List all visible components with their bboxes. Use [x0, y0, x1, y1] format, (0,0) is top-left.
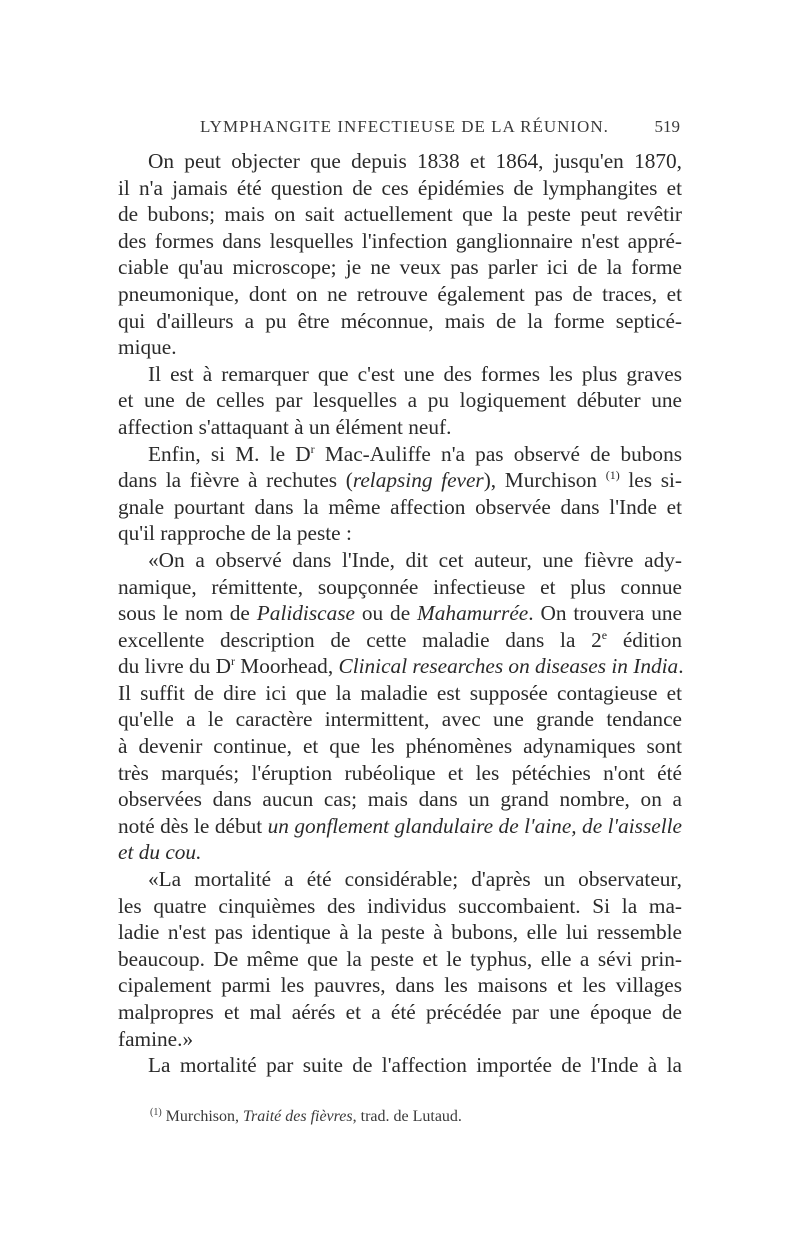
- footnote-ref: (1): [605, 468, 620, 483]
- italic-phrase: Clinical researches on diseases in India: [338, 654, 679, 679]
- page-number: 519: [654, 117, 680, 136]
- text-line: noté dès le début un gonflement glandulaire de l'aine, de l'aisselle: [118, 813, 682, 838]
- text-line: beaucoup. De même que la peste et le typhus, elle a sévi prin-: [118, 946, 682, 971]
- text-line: dans la fièvre à rechutes (relapsing fever), Murchison $^{(1)}$ les si-: [118, 468, 682, 493]
- text-line: qu'il rapproche de la peste :: [118, 521, 352, 546]
- text-line: les quatre cinquièmes des individus succombaient. Si la ma-: [118, 893, 682, 918]
- text-line: malpropres et mal aérés et a été précédée par une époque de: [118, 1000, 682, 1024]
- text-line: Il suffit de dire ici que la maladie est supposée contagieuse et: [118, 680, 682, 705]
- text-line: sous le nom de Palidiscase ou de Mahamurrée. On trouvera une: [118, 601, 682, 626]
- body-text: [118, 148, 682, 1079]
- footnote-author: Murchison,: [165, 1108, 243, 1125]
- italic-phrase: Palidiscase: [256, 601, 355, 626]
- text-line: ladie n'est pas identique à la peste à bubons, elle lui ressemble: [118, 920, 682, 945]
- text-line: de bubons; mais on sait actuellement que la peste peut revêtir: [118, 202, 682, 227]
- text-line: ciable qu'au microscope; je ne veux pas parler ici de la forme: [118, 255, 682, 280]
- text-line: excellente description de cette maladie dans la 2e édition: [118, 627, 682, 652]
- text-line: La mortalité par suite de l'affection importée de l'Inde à la: [148, 1053, 682, 1078]
- text-line: [118, 839, 682, 866]
- text-line: On peut objecter que depuis 1838 et 1864, jusqu'en 1870,: [148, 149, 682, 173]
- text-line: namique, rémittente, soupçonnée infectieuse et plus connue: [118, 574, 682, 599]
- italic-phrase: un gonflement glandulaire de l'aine, de l'aisselle: [267, 813, 682, 838]
- italic-phrase: relapsing fever: [352, 468, 484, 493]
- running-title: LYMPHANGITE INFECTIEUSE DE LA RÉUNION.: [200, 117, 609, 136]
- superscript: r: [310, 441, 315, 456]
- superscript: e: [601, 627, 608, 642]
- text-line: affection s'attaquant à un élément neuf.: [118, 414, 452, 439]
- footnote: [150, 1108, 670, 1126]
- text-line: et une de celles par lesquelles a pu logiquement débuter une: [118, 388, 682, 413]
- text-line: qu'elle a le caractère intermittent, avec une grande tendance: [118, 707, 682, 732]
- text-line: très marqués; l'éruption rubéolique et les pétéchies n'ont été: [118, 760, 682, 785]
- text-line: des formes dans lesquelles l'infection ganglionnaire n'est appré-: [118, 228, 682, 253]
- superscript: r: [230, 654, 235, 669]
- text-line: qui d'ailleurs a pu être méconnue, mais de la forme septicé-: [118, 308, 682, 333]
- text-line: il n'a jamais été question de ces épidémies de lymphangites et: [118, 175, 682, 200]
- footnote-marker: (1): [150, 1107, 162, 1118]
- text-line: Enfin, si M. le $D^r$ Mac-Auliffe n'a pas observé de bubons: [148, 441, 683, 466]
- text-line: cipalement parmi les pauvres, dans les maisons et les villages: [118, 973, 682, 998]
- text-line: observées dans aucun cas; mais dans un grand nombre, on a: [118, 787, 682, 812]
- text-line: Il est à remarquer que c'est une des formes les plus graves: [148, 361, 682, 386]
- text-line: «La mortalité a été considérable; d'après un observateur,: [148, 867, 682, 892]
- italic-phrase: Mahamurrée: [417, 601, 529, 626]
- text-line: mique.: [118, 335, 177, 360]
- italic-phrase: et du cou.: [118, 840, 202, 865]
- text-line: à devenir continue, et que les phénomènes adynamiques sont: [118, 734, 682, 759]
- text-line: pneumonique, dont on ne retrouve également pas de traces, et: [118, 281, 682, 306]
- text-line: du livre du $D^r$ Moorhead, Clinical researches on diseases in India.: [118, 654, 684, 679]
- footnote-rest: , trad. de Lutaud.: [352, 1108, 462, 1125]
- footnote-work: Traité des fièvres: [243, 1108, 353, 1125]
- text-line: famine.»: [118, 1026, 194, 1051]
- text-line: gnale pourtant dans la même affection observée dans l'Inde et: [118, 494, 682, 519]
- text-line: «On a observé dans l'Inde, dit cet auteur, une fièvre ady-: [148, 547, 682, 572]
